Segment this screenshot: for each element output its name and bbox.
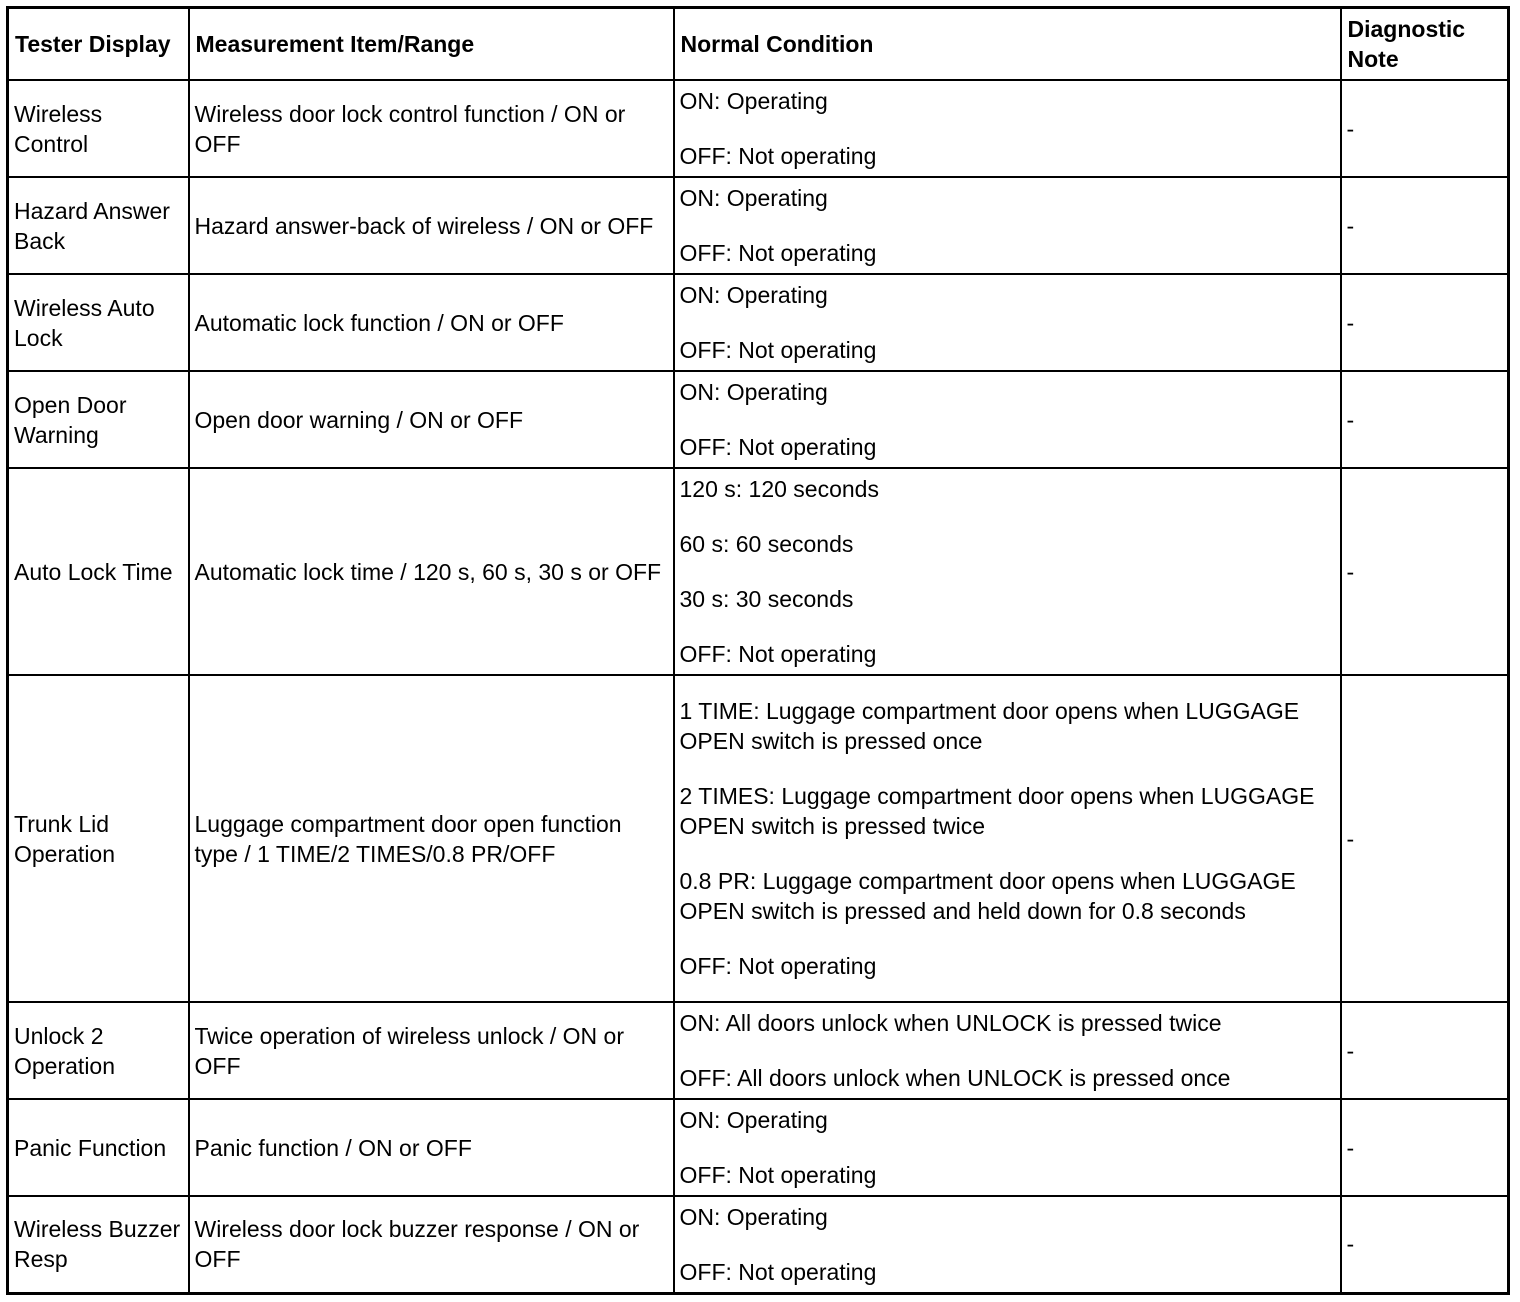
normal-condition-cell bbox=[674, 177, 1341, 274]
table-row bbox=[8, 274, 1509, 371]
table-row bbox=[8, 1099, 1509, 1196]
condition-line: 60 s: 60 seconds bbox=[679, 531, 854, 557]
condition-line: 30 s: 30 seconds bbox=[679, 586, 854, 612]
condition-line: ON: Operating bbox=[679, 282, 828, 308]
header-measurement: Measurement Item/Range bbox=[189, 8, 674, 81]
normal-condition-cell bbox=[674, 1099, 1341, 1196]
condition-line: 120 s: 120 seconds bbox=[679, 476, 879, 502]
table-row bbox=[8, 468, 1509, 675]
measurement-cell: Open door warning / ON or OFF bbox=[189, 371, 674, 468]
measurement-cell: Automatic lock function / ON or OFF bbox=[189, 274, 674, 371]
measurement-cell: Wireless door lock control function / ON or OFF bbox=[189, 80, 674, 177]
normal-condition-cell bbox=[674, 274, 1341, 371]
normal-condition-cell bbox=[674, 1196, 1341, 1293]
tester-display-cell: Panic Function bbox=[8, 1099, 189, 1196]
condition-line: 1 TIME: Luggage compartment door opens when LUGGAGE OPEN switch is pressed once bbox=[679, 698, 1300, 754]
measurement-cell: Wireless door lock buzzer response / ON or OFF bbox=[189, 1196, 674, 1293]
diagnostic-note-cell: - bbox=[1341, 1099, 1509, 1196]
measurement-cell: Automatic lock time / 120 s, 60 s, 30 s or OFF bbox=[189, 468, 674, 675]
condition-line: ON: Operating bbox=[679, 379, 828, 405]
header-tester-display: Tester Display bbox=[8, 8, 189, 81]
table-row bbox=[8, 371, 1509, 468]
normal-condition-cell bbox=[674, 468, 1341, 675]
diagnostic-note-cell: - bbox=[1341, 1002, 1509, 1099]
table-row bbox=[8, 1002, 1509, 1099]
table-row bbox=[8, 80, 1509, 177]
table-row bbox=[8, 177, 1509, 274]
normal-condition-cell bbox=[674, 80, 1341, 177]
tester-display-cell: Wireless Buzzer Resp bbox=[8, 1196, 189, 1293]
diagnostic-note-cell: - bbox=[1341, 274, 1509, 371]
tester-display-cell: Wireless Auto Lock bbox=[8, 274, 189, 371]
condition-line: OFF: Not operating bbox=[679, 953, 877, 979]
condition-line: ON: All doors unlock when UNLOCK is pressed twice bbox=[679, 1010, 1222, 1036]
condition-line: OFF: Not operating bbox=[679, 143, 877, 169]
condition-line: ON: Operating bbox=[679, 88, 828, 114]
spec-table bbox=[6, 6, 1510, 1295]
condition-line: OFF: Not operating bbox=[679, 434, 877, 460]
header-row bbox=[8, 8, 1509, 81]
condition-line: OFF: Not operating bbox=[679, 641, 877, 667]
condition-line: OFF: Not operating bbox=[679, 1258, 877, 1285]
table-row bbox=[8, 1196, 1509, 1293]
condition-line: 0.8 PR: Luggage compartment door opens when LUGGAGE OPEN switch is pressed and held down for 0.8 seconds bbox=[679, 868, 1296, 924]
condition-line: ON: Operating bbox=[679, 185, 828, 211]
condition-line: ON: Operating bbox=[679, 1107, 828, 1133]
diagnostic-note-cell: - bbox=[1341, 80, 1509, 177]
measurement-cell: Hazard answer-back of wireless / ON or OFF bbox=[189, 177, 674, 274]
diagnostic-note-cell: - bbox=[1341, 371, 1509, 468]
tester-display-cell: Wireless Control bbox=[8, 80, 189, 177]
normal-condition-cell bbox=[674, 1002, 1341, 1099]
diagnostic-note-cell: - bbox=[1341, 177, 1509, 274]
condition-line: OFF: All doors unlock when UNLOCK is pressed once bbox=[679, 1065, 1231, 1091]
header-normal-condition: Normal Condition bbox=[674, 8, 1341, 81]
measurement-cell: Panic function / ON or OFF bbox=[189, 1099, 674, 1196]
condition-line: OFF: Not operating bbox=[679, 240, 877, 266]
condition-line: ON: Operating bbox=[679, 1203, 828, 1230]
condition-line: OFF: Not operating bbox=[679, 337, 877, 363]
tester-display-cell: Trunk Lid Operation bbox=[8, 675, 189, 1002]
diagnostic-note-cell: - bbox=[1341, 675, 1509, 1002]
normal-condition-cell bbox=[674, 675, 1341, 1002]
normal-condition-cell bbox=[674, 371, 1341, 468]
condition-line: 2 TIMES: Luggage compartment door opens when LUGGAGE OPEN switch is pressed twice bbox=[679, 783, 1315, 839]
diagnostic-note-cell: - bbox=[1341, 468, 1509, 675]
measurement-cell: Twice operation of wireless unlock / ON or OFF bbox=[189, 1002, 674, 1099]
diagnostic-note-cell: - bbox=[1341, 1196, 1509, 1293]
tester-display-cell: Auto Lock Time bbox=[8, 468, 189, 675]
tester-display-cell: Unlock 2 Operation bbox=[8, 1002, 189, 1099]
tester-display-cell: Hazard Answer Back bbox=[8, 177, 189, 274]
header-diagnostic-note: Diagnostic Note bbox=[1341, 8, 1509, 81]
tester-display-cell: Open Door Warning bbox=[8, 371, 189, 468]
condition-line: OFF: Not operating bbox=[679, 1162, 877, 1188]
table-row bbox=[8, 675, 1509, 1002]
measurement-cell: Luggage compartment door open function type / 1 TIME/2 TIMES/0.8 PR/OFF bbox=[189, 675, 674, 1002]
